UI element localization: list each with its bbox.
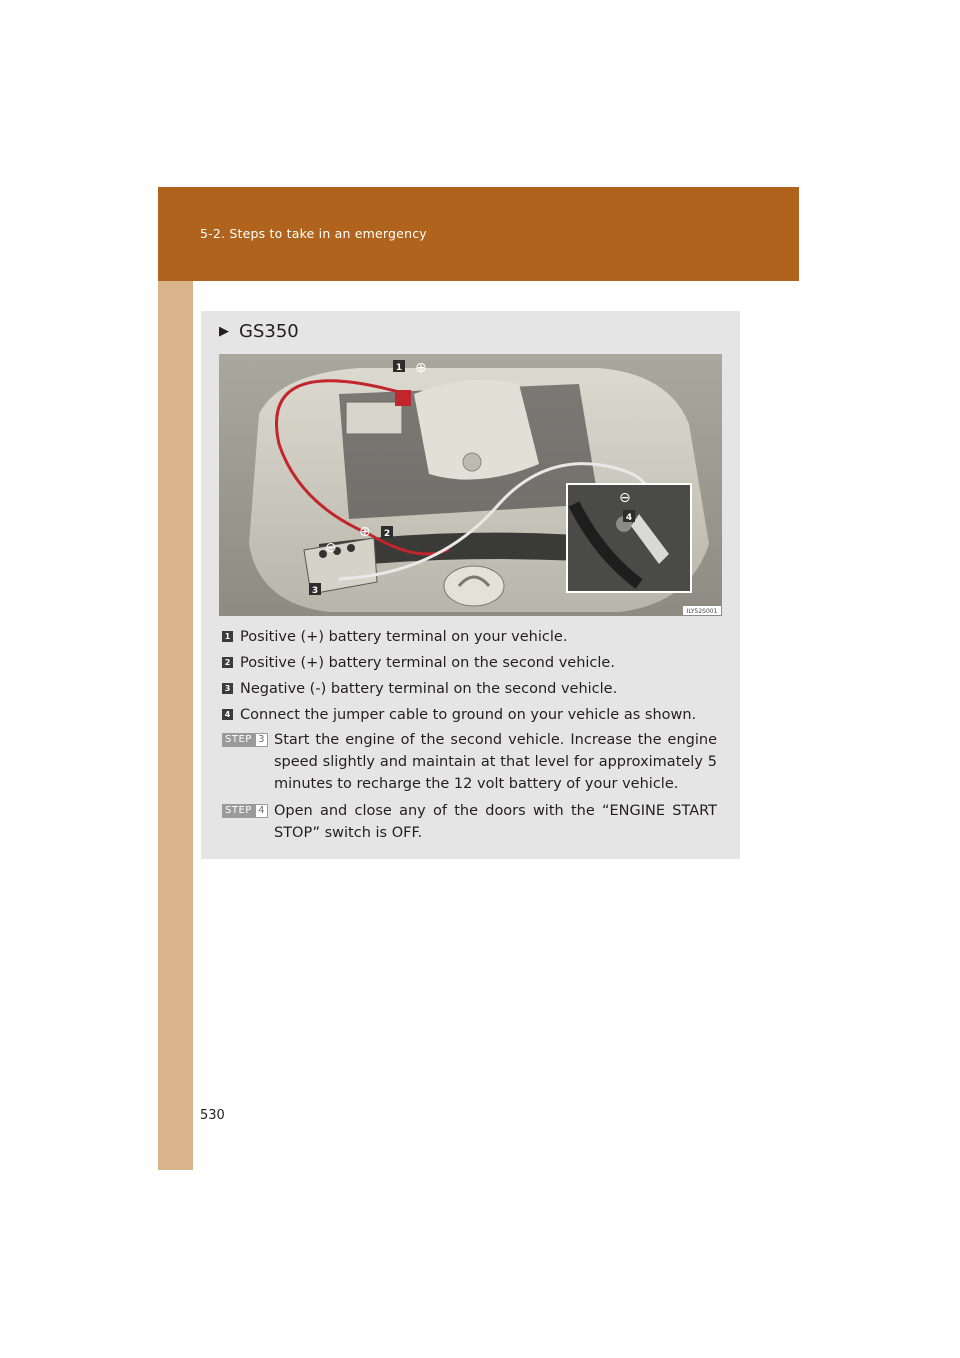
number-badge: 2 — [222, 657, 233, 668]
section-title: 5-2. Steps to take in an emergency — [200, 226, 427, 241]
legend-item — [222, 653, 615, 673]
step-number: 4 — [255, 804, 268, 818]
number-badge: 3 — [222, 683, 233, 694]
lexus-emblem — [444, 566, 504, 606]
plus-symbol-icon: ⊕ — [359, 524, 371, 540]
minus-symbol-icon: ⊖ — [325, 540, 337, 556]
vehicle-battery — [346, 402, 402, 434]
minus-symbol-icon: ⊖ — [619, 490, 631, 506]
model-label: GS350 — [239, 321, 299, 342]
legend-item — [222, 705, 696, 725]
legend-item — [222, 679, 617, 699]
step-number: 3 — [255, 733, 268, 747]
image-code: ILY52S001 — [686, 608, 718, 615]
legend-text: Positive (+) battery terminal on your vehicle. — [240, 629, 568, 645]
model-heading — [219, 321, 299, 342]
callout-2-label: 2 — [383, 529, 391, 539]
step-badge — [222, 804, 270, 818]
callout-3-label: 3 — [311, 586, 319, 596]
engine-illustration — [219, 354, 722, 616]
step-item — [222, 729, 717, 795]
step-text: Open and close any of the doors with the “ENGINE START STOP” switch is OFF. — [274, 803, 717, 841]
side-strip — [158, 187, 193, 1170]
engine-bay-figure — [219, 354, 722, 616]
step-text: Start the engine of the second vehicle. Increase the engine speed slightly and maintain at that level for approximately 5 minutes to recharge the 12 volt battery of your vehicle. — [274, 732, 717, 792]
number-badge: 4 — [222, 709, 233, 720]
legend-text: Negative (-) battery terminal on the second vehicle. — [240, 681, 618, 697]
plus-symbol-icon: ⊕ — [415, 360, 427, 376]
triangle-marker-icon: ▶ — [219, 324, 229, 339]
callout-1-label: 1 — [395, 363, 403, 373]
callout-4-label: 4 — [625, 513, 633, 523]
legend-text: Positive (+) battery terminal on the second vehicle. — [240, 655, 615, 671]
step-item — [222, 800, 717, 844]
legend-text: Connect the jumper cable to ground on your vehicle as shown. — [240, 707, 697, 723]
step-badge — [222, 733, 270, 747]
step-label: STEP — [222, 804, 255, 818]
number-badge: 1 — [222, 631, 233, 642]
page-number: 530 — [200, 1108, 225, 1123]
step-label: STEP — [222, 733, 255, 747]
engine-emblem — [463, 453, 481, 471]
legend-item — [222, 627, 567, 647]
